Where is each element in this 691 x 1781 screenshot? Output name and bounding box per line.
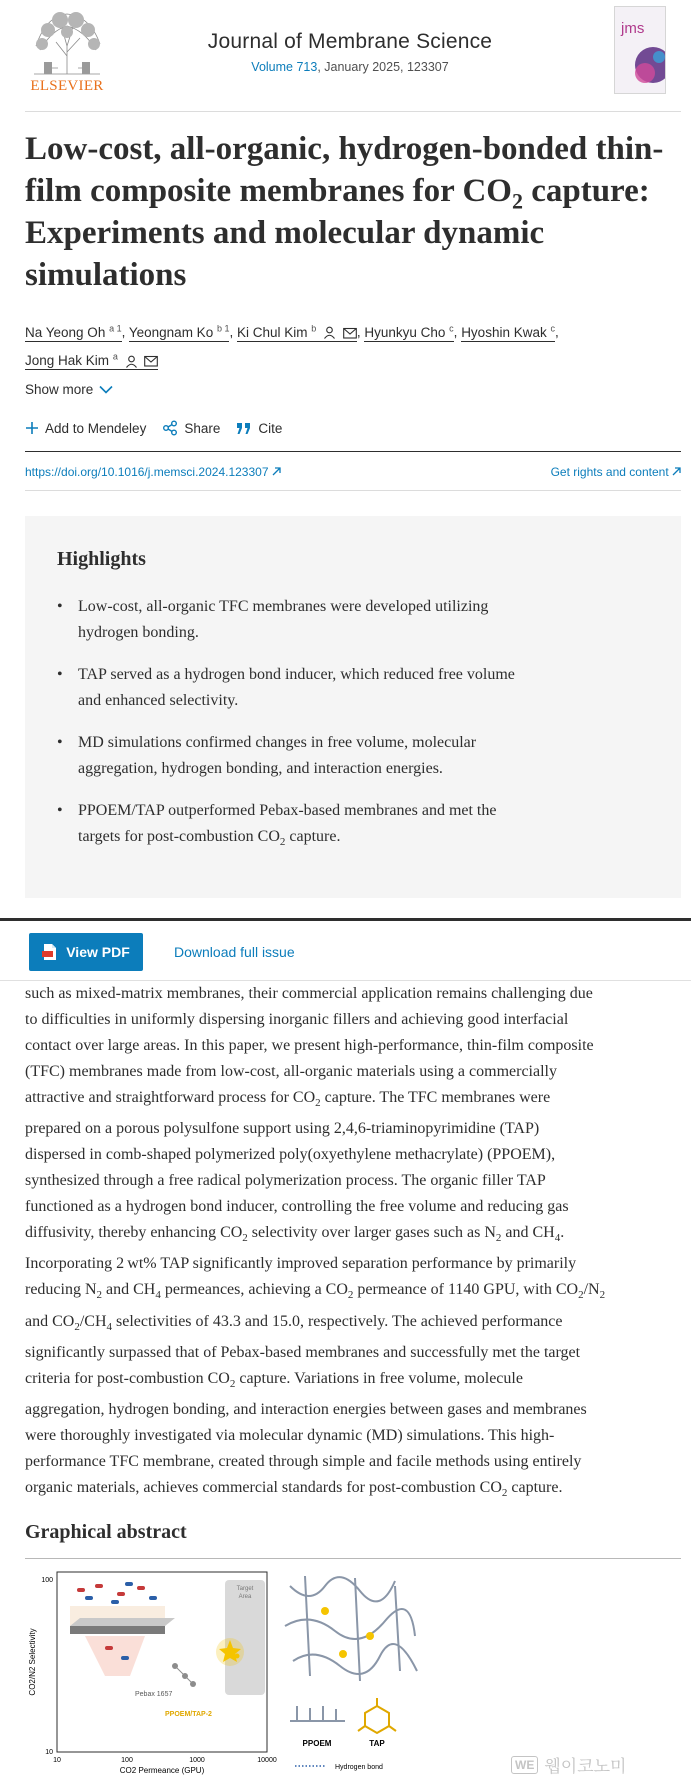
x-tick: 10000 xyxy=(257,1757,277,1764)
publisher-name: ELSEVIER xyxy=(30,78,104,94)
hbond-label: Hydrogen bond xyxy=(335,1764,383,1771)
journal-title-link[interactable]: Journal of Membrane Science xyxy=(207,30,493,53)
abstract-line: prepared on a porous polysulfone support using 2,4,6-triaminopyrimidine (TAP) xyxy=(25,1120,540,1138)
share-label: Share xyxy=(184,420,221,436)
header-divider xyxy=(25,111,681,112)
watermark xyxy=(511,1752,626,1777)
article-title: Low-cost, all-organic, hydrogen-bonded thin-film composite membranes for $CO_2$ capture: Experiments and molecular dynamic simulations xyxy=(25,131,664,293)
abstract-text xyxy=(25,970,683,1506)
cover-image xyxy=(615,7,666,94)
journal-volume xyxy=(180,60,520,74)
article-header xyxy=(0,0,691,112)
author-link[interactable]: Hyoshin Kwak $^c$ xyxy=(461,323,555,340)
email-icon xyxy=(144,355,158,367)
author-link[interactable]: Hyunkyu Cho $^c$ xyxy=(364,323,454,340)
pebax-label: Pebax 1657 xyxy=(135,1691,173,1698)
pdf-icon xyxy=(42,943,58,961)
ppoem-tap-label: PPOEM/TAP-2 xyxy=(165,1711,212,1718)
show-more-button[interactable] xyxy=(25,382,113,397)
bullet: • xyxy=(57,598,63,615)
author-link[interactable]: Yeongnam Ko $^{b 1}$ xyxy=(128,323,230,340)
highlight-item: • MD simulations confirmed changes in free volume, molecular aggregation, hydrogen bonding, and interaction energies. xyxy=(57,730,617,782)
chevron-down-icon xyxy=(99,385,113,394)
issue-date: , January 2025, 123307 xyxy=(317,60,449,74)
tap-molecules xyxy=(321,1607,374,1658)
abstract-line: Incorporating 2 wt% TAP significantly improved separation performance by primarily xyxy=(25,1255,577,1273)
rights-link[interactable]: Get rights and content xyxy=(551,465,681,479)
external-link-icon xyxy=(272,467,281,476)
abstract-line: significantly surpassed that of Pebax-based membranes and successfully met the target xyxy=(25,1343,581,1361)
x-tick: 1000 xyxy=(189,1757,205,1764)
graphical-abstract-heading: Graphical abstract xyxy=(25,1521,187,1543)
author-link[interactable]: Na Yeong Oh $^{a 1}$ xyxy=(25,323,122,340)
abstract-line: synthesized through a free radical polymerization process. The organic filler TAP xyxy=(25,1172,546,1190)
bullet: • xyxy=(57,802,63,819)
abstract-line: such as mixed-matrix membranes, their commercial application remains challenging due xyxy=(25,985,593,1002)
ppoem-label: PPOEM xyxy=(302,1739,332,1748)
abstract-line: diffusivity, thereby enhancing $CO_2$ selectivity over larger gases such as $N_2$ and $CH_4$. xyxy=(25,1224,565,1245)
author-list: Na Yeong Oh $^{a 1}$, Yeongnam Ko $^{b 1}$, Ki Chul Kim $^b$ , Hyunkyu Cho $^c$, Hyoshin Kwak $^c$, Jong Hak Kim $^a$ xyxy=(25,323,559,368)
plus-icon xyxy=(25,421,39,435)
quote-icon xyxy=(236,422,252,435)
doi-link[interactable]: https://doi.org/10.1016/j.memsci.2024.123307 xyxy=(25,465,281,479)
download-full-issue-link[interactable]: Download full issue xyxy=(174,944,295,960)
abstract-line: aggregation, hydrogen bonding, and interaction energies between gases and membranes xyxy=(25,1400,587,1418)
cite-button[interactable] xyxy=(236,421,282,436)
person-icon xyxy=(125,355,138,368)
doi-row xyxy=(25,451,681,491)
abstract-line: performance TFC membrane, created through simple and facile methods using entirely xyxy=(25,1452,582,1470)
author-link[interactable]: Ki Chul Kim $^b$ xyxy=(237,325,357,342)
target-label-2: Area xyxy=(238,1594,252,1600)
abstract-line: and $CO_2/CH_4$ selectivities of 43.3 and 15.0, respectively. The achieved performance xyxy=(25,1312,563,1333)
cite-label: Cite xyxy=(258,420,283,436)
view-pdf-label: View PDF xyxy=(66,944,130,960)
polymer-network xyxy=(285,1576,417,1681)
x-tick: 100 xyxy=(121,1757,133,1764)
ppoem-structure xyxy=(290,1706,345,1721)
journal-info xyxy=(180,30,520,74)
author-link[interactable]: Jong Hak Kim $^a$ xyxy=(25,353,158,370)
abstract-line: to difficulties in uniformly dispersing inorganic fillers and achieving good interfacial xyxy=(25,1011,569,1028)
y-axis-label: CO2/N2 Selectivity xyxy=(28,1628,37,1696)
tap-structure xyxy=(358,1698,396,1733)
view-pdf-button[interactable] xyxy=(29,933,143,971)
abstract-line: functioned as a hydrogen bond inducer, controlling the free volume and reducing gas xyxy=(25,1198,569,1216)
watermark-text: 웹이코노미 xyxy=(544,1757,627,1776)
journal-cover-thumbnail[interactable] xyxy=(614,6,666,94)
highlights-heading: Highlights xyxy=(57,548,146,570)
graphical-abstract-figure[interactable] xyxy=(25,1566,445,1776)
highlight-item: • TAP served as a hydrogen bond inducer, which reduced free volume and enhanced selectivity. xyxy=(57,662,617,714)
x-tick: 10 xyxy=(53,1757,61,1764)
tap-label: TAP xyxy=(369,1739,385,1748)
abstract-line: criteria for post-combustion $CO_2$ capture. Variations in free volume, molecule xyxy=(25,1369,523,1390)
show-more-label: Show more xyxy=(25,382,94,397)
cover-title: jms xyxy=(621,20,645,37)
bullet: • xyxy=(57,734,63,751)
email-icon xyxy=(343,327,357,339)
abstract-line: reducing $N_2$ and $CH_4$ permeances, achieving a $CO_2$ permeance of 1140 GPU, with $CO_2/N_2$ xyxy=(25,1281,606,1302)
bullet: • xyxy=(57,666,63,683)
highlights-box xyxy=(25,516,681,898)
article-actions xyxy=(25,420,282,436)
highlights-list xyxy=(57,594,617,871)
volume-link[interactable]: Volume 713 xyxy=(251,60,318,74)
abstract-line: organic materials, achieves commercial standards for post-combustion $CO_2$ capture. xyxy=(25,1478,563,1500)
share-button[interactable] xyxy=(162,420,220,436)
y-tick: 100 xyxy=(41,1577,53,1584)
y-tick: 10 xyxy=(45,1749,53,1756)
external-link-icon xyxy=(672,467,681,476)
watermark-logo: WE xyxy=(511,1756,538,1774)
mendeley-label: Add to Mendeley xyxy=(45,420,147,436)
abstract-line: contact over large areas. In this paper, we present high-performance, thin-film composite xyxy=(25,1037,594,1054)
target-label-1: Target xyxy=(236,1586,254,1592)
abstract-line: attractive and straightforward process for $CO_2$ capture. The TFC membranes were xyxy=(25,1089,551,1110)
highlight-item: • Low-cost, all-organic TFC membranes were developed utilizing hydrogen bonding. xyxy=(57,594,617,646)
abstract-line: dispersed in comb-shaped polymerized poly(oxyethylene methacrylate) (PPOEM), xyxy=(25,1146,556,1164)
add-to-mendeley-button[interactable] xyxy=(25,421,146,436)
person-icon xyxy=(323,326,336,339)
share-icon xyxy=(162,420,178,436)
abstract-line: (TFC) membranes made from low-cost, all-organic materials using a commercially xyxy=(25,1063,557,1080)
x-axis-label: CO2 Permeance (GPU) xyxy=(119,1766,205,1775)
graphical-abstract-divider xyxy=(25,1558,681,1559)
pdf-toolbar xyxy=(0,921,691,981)
abstract-line: were thoroughly investigated via molecular dynamic (MD) simulations. This high- xyxy=(25,1426,555,1444)
highlight-item: • PPOEM/TAP outperformed Pebax-based membranes and met the targets for post-combustion $CO_2$ capture. xyxy=(57,798,617,855)
